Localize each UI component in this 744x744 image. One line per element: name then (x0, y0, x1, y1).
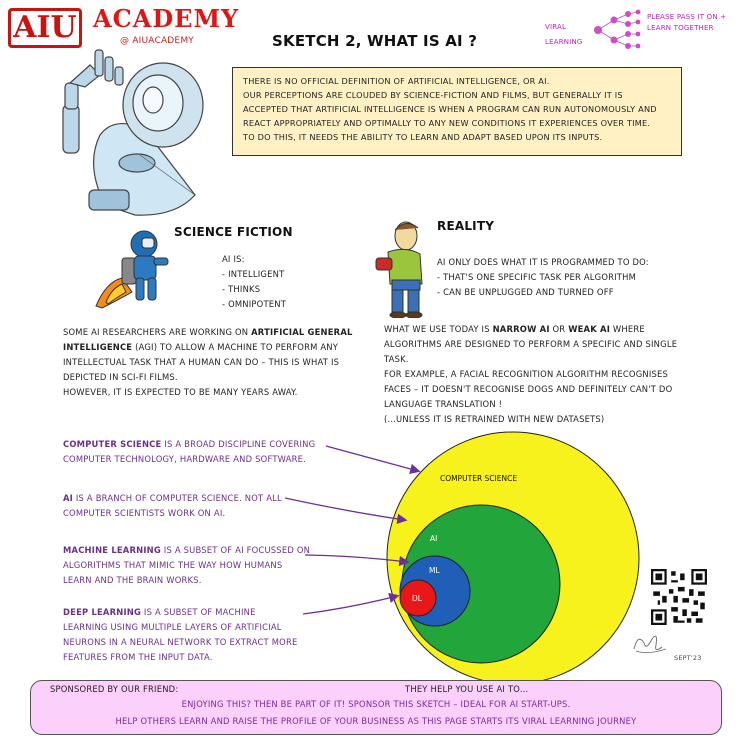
definition-text: IS A SUBSET OF MACHINE LEARNING USING MULTIPLE LAYERS OF ARTIFICIAL NEURONS IN A NEURAL NETWORK TO EXTRACT MORE FEATURES FROM THE INPUT DATA. (63, 607, 298, 662)
intro-line: ACCEPTED THAT ARTIFICIAL INTELLIGENCE IS WHEN A PROGRAM CAN RUN AUTONOMOUSLY AND (243, 104, 657, 114)
definition-term: AI (63, 493, 73, 503)
retrain-note: (...UNLESS IT IS RETRAINED WITH NEW DATASETS) (384, 414, 605, 424)
narrow-ai-text: OR (549, 324, 569, 334)
page-title: SKETCH 2, WHAT IS AI ? (272, 32, 478, 50)
narrow-ai-text: WHERE ALGORITHMS ARE DESIGNED TO PERFORM A SPECIFIC AND SINGLE TASK. (384, 324, 678, 364)
intro-line: THERE IS NO OFFICIAL DEFINITION OF ARTIFICIAL INTELLIGENCE, OR AI. (243, 76, 550, 86)
definition-text: IS A SUBSET OF AI FOCUSSED ON ALGORITHMS THAT MIMIC THE WAY HOW HUMANS LEARN AND THE BRAIN WORKS. (63, 545, 311, 585)
definition-term: COMPUTER SCIENCE (63, 439, 162, 449)
viral-label-line: LEARNING (545, 38, 583, 46)
definition-text: IS A BROAD DISCIPLINE COVERING COMPUTER TECHNOLOGY, HARDWARE AND SOFTWARE. (63, 439, 316, 464)
signature-date: SEPT'23 (674, 654, 702, 662)
brand-handle: @ AIUACADEMY (120, 36, 194, 46)
qr-code[interactable] (651, 569, 707, 625)
ai-circle-label: AI (430, 534, 438, 543)
dl-circle-label: DL (412, 594, 422, 603)
list-item: AI IS: (222, 254, 245, 264)
list-item: - CAN BE UNPLUGGED AND TURNED OFF (437, 287, 614, 297)
ml-circle-label: ML (429, 566, 440, 575)
sponsor-call-to-action: ENJOYING THIS? THEN BE PART OF IT! SPONSOR THIS SKETCH – IDEAL FOR AI START-UPS. (181, 699, 571, 709)
list-item: - OMNIPOTENT (222, 299, 287, 309)
list-item: AI ONLY DOES WHAT IT IS PROGRAMMED TO DO: (437, 257, 649, 267)
sponsor-benefit: HELP OTHERS LEARN AND RAISE THE PROFILE OF YOUR BUSINESS AS THIS PAGE STARTS ITS VIRAL LEARNING JOURNEY (115, 716, 637, 726)
definition-text: IS A BRANCH OF COMPUTER SCIENCE. NOT ALL COMPUTER SCIENTISTS WORK ON AI. (63, 493, 282, 518)
intro-line: REACT APPROPRIATELY AND OPTIMALLY TO ANY NEW CONDITIONS IT EXPERIENCES OVER TIME. (243, 118, 651, 128)
agi-term: ARTIFICIAL GENERAL INTELLIGENCE (63, 327, 353, 352)
intro-line: TO DO THIS, IT NEEDS THE ABILITY TO LEARN AND ADAPT BASED UPON ITS INPUTS. (243, 132, 603, 142)
logo-text: AIU (13, 10, 77, 45)
sponsor-tagline: THEY HELP YOU USE AI TO... (405, 684, 529, 694)
sponsor-label: SPONSORED BY OUR FRIEND: (50, 684, 179, 694)
artist-signature (628, 629, 672, 657)
list-item: - THAT'S ONE SPECIFIC TASK PER ALGORITHM (437, 272, 637, 282)
example-text: FOR EXAMPLE, A FACIAL RECOGNITION ALGORITHM RECOGNISES FACES – IT DOESN'T RECOGNISE DOGS AND DEFINITELY CAN'T DO LANGUAGE TRANSLATION ! (384, 369, 673, 409)
science-fiction-heading: SCIENCE FICTION (174, 225, 293, 239)
definition-term: MACHINE LEARNING (63, 545, 161, 555)
viral-label-line: VIRAL (545, 23, 567, 31)
list-item: - THINKS (222, 284, 261, 294)
intro-line: OUR PERCEPTIONS ARE CLOUDED BY SCIENCE-FICTION AND FILMS, BUT GENERALLY IT IS (243, 90, 623, 100)
list-item: - INTELLIGENT (222, 269, 285, 279)
agi-timeline: HOWEVER, IT IS EXPECTED TO BE MANY YEARS AWAY. (63, 387, 298, 397)
arrow-computer-science (326, 446, 418, 471)
narrow-ai-term: NARROW AI (492, 324, 550, 334)
narrow-ai-text: WHAT WE USE TODAY IS (384, 324, 493, 334)
arrow-deep-learning (303, 596, 397, 614)
cs-circle-label: COMPUTER SCIENCE (440, 474, 518, 483)
viral-note: PLEASE PASS IT ON + LEARN TOGETHER (647, 13, 727, 32)
arrow-ai (285, 498, 405, 520)
definition-term: DEEP LEARNING (63, 607, 142, 617)
brand-name: ACADEMY (93, 4, 240, 33)
reality-heading: REALITY (437, 219, 495, 233)
agi-text: (AGI) TO ALLOW A MACHINE TO PERFORM ANY INTELLECTUAL TASK THAT A HUMAN CAN DO – THIS IS WHAT IS DEPICTED IN SCI-FI FILMS. (63, 342, 340, 382)
weak-ai-term: WEAK AI (568, 324, 611, 334)
agi-text: SOME AI RESEARCHERS ARE WORKING ON (63, 327, 252, 337)
